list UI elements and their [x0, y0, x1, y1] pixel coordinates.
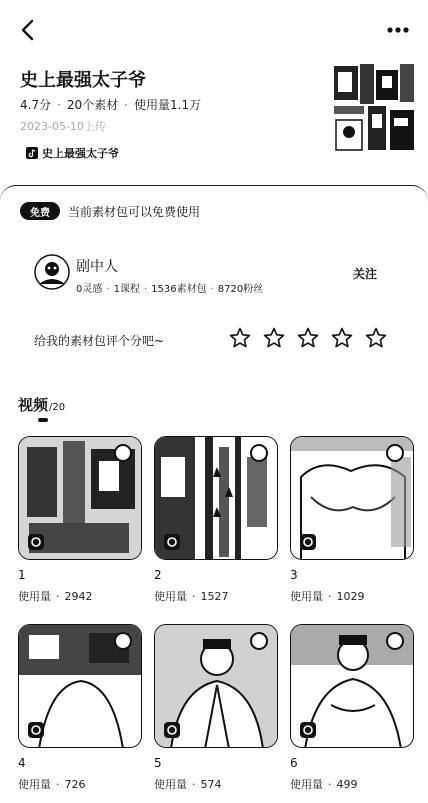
video-clip-icon: [163, 721, 181, 739]
video-card[interactable]: [154, 436, 278, 612]
video-index: 1: [18, 568, 26, 582]
video-usage-count: 1029: [336, 590, 365, 603]
video-usage-label: 使用量: [290, 590, 323, 603]
star-icon-4[interactable]: [330, 326, 354, 350]
source-tag-label: 史上最强太子爷: [42, 147, 119, 160]
free-banner-text: 当前素材包可以免费使用: [68, 204, 201, 219]
video-thumbnail[interactable]: [290, 436, 414, 560]
video-index: 4: [18, 756, 26, 770]
video-thumbnail[interactable]: [290, 624, 414, 748]
star-icon-3[interactable]: [296, 326, 320, 350]
pack-date: 2023-05-10上传: [20, 120, 106, 133]
video-card[interactable]: [154, 624, 278, 800]
video-thumbnail[interactable]: [18, 436, 142, 560]
pack-usage: 使用量1.1万: [134, 98, 202, 112]
video-card[interactable]: [290, 436, 414, 612]
author-stats: 0灵感 · 1课程 · 1536素材包 · 8720粉丝: [76, 284, 264, 295]
tiktok-icon: [26, 147, 38, 159]
pack-title: 史上最强太子爷: [20, 70, 146, 91]
star-icon-1[interactable]: [228, 326, 252, 350]
author-avatar[interactable]: [34, 254, 70, 290]
video-thumbnail[interactable]: [18, 624, 142, 748]
video-clip-icon: [299, 533, 317, 551]
pack-material-count: 20个素材: [66, 98, 119, 112]
top-bar: [0, 0, 428, 60]
source-tag[interactable]: [26, 144, 119, 162]
video-card[interactable]: [290, 624, 414, 800]
video-usage-label: 使用量: [290, 778, 323, 791]
rating-prompt: 给我的素材包评个分吧~: [34, 334, 165, 348]
videos-title: 视频: [18, 396, 49, 414]
video-thumbnail[interactable]: [154, 436, 278, 560]
video-clip-icon: [27, 533, 45, 551]
video-usage-count: 726: [64, 778, 86, 791]
video-usage-label: 使用量: [154, 590, 187, 603]
video-clip-icon: [163, 533, 181, 551]
back-button[interactable]: [12, 14, 44, 46]
video-usage-count: 499: [336, 778, 358, 791]
video-grid: [18, 436, 414, 800]
tab-indicator: [38, 418, 48, 422]
video-usage-count: 2942: [64, 590, 93, 603]
author-packs: 1536素材包: [151, 284, 207, 295]
videos-section-title[interactable]: [18, 394, 65, 415]
free-banner: [20, 202, 200, 220]
back-arrow-icon: [18, 18, 38, 42]
video-card[interactable]: [18, 436, 142, 612]
video-usage-label: 使用量: [154, 778, 187, 791]
video-usage-label: 使用量: [18, 778, 51, 791]
pack-cover-image[interactable]: [332, 62, 416, 152]
videos-count: /20: [49, 402, 66, 413]
video-thumbnail[interactable]: [154, 624, 278, 748]
video-index: 6: [290, 756, 298, 770]
star-icon-5[interactable]: [364, 326, 388, 350]
author-courses: 1课程: [113, 284, 140, 295]
rating-stars: [228, 326, 388, 350]
video-usage: 使用量 · 2942: [18, 590, 93, 603]
video-usage-count: 1527: [200, 590, 229, 603]
video-usage: 使用量 · 726: [18, 778, 86, 791]
video-usage: 使用量 · 1527: [154, 590, 229, 603]
video-usage: 使用量 · 574: [154, 778, 222, 791]
video-clip-icon: [27, 721, 45, 739]
video-usage-count: 574: [200, 778, 222, 791]
video-usage-label: 使用量: [18, 590, 51, 603]
author-likes: 0灵感: [76, 284, 103, 295]
pack-stats: 4.7分 · 20个素材 · 使用量1.1万: [20, 98, 202, 112]
video-index: 2: [154, 568, 162, 582]
pack-rating: 4.7分: [20, 98, 52, 112]
video-usage: 使用量 · 1029: [290, 590, 365, 603]
free-badge: 免费: [20, 202, 60, 220]
video-clip-icon: [299, 721, 317, 739]
more-button[interactable]: [380, 14, 416, 46]
video-card[interactable]: [18, 624, 142, 800]
video-index: 3: [290, 568, 298, 582]
video-index: 5: [154, 756, 162, 770]
more-dots-icon: [386, 26, 410, 34]
follow-button[interactable]: 关注: [352, 267, 377, 281]
author-name[interactable]: 剧中人: [76, 259, 118, 275]
author-fans: 8720粉丝: [217, 284, 264, 295]
star-icon-2[interactable]: [262, 326, 286, 350]
video-usage: 使用量 · 499: [290, 778, 358, 791]
